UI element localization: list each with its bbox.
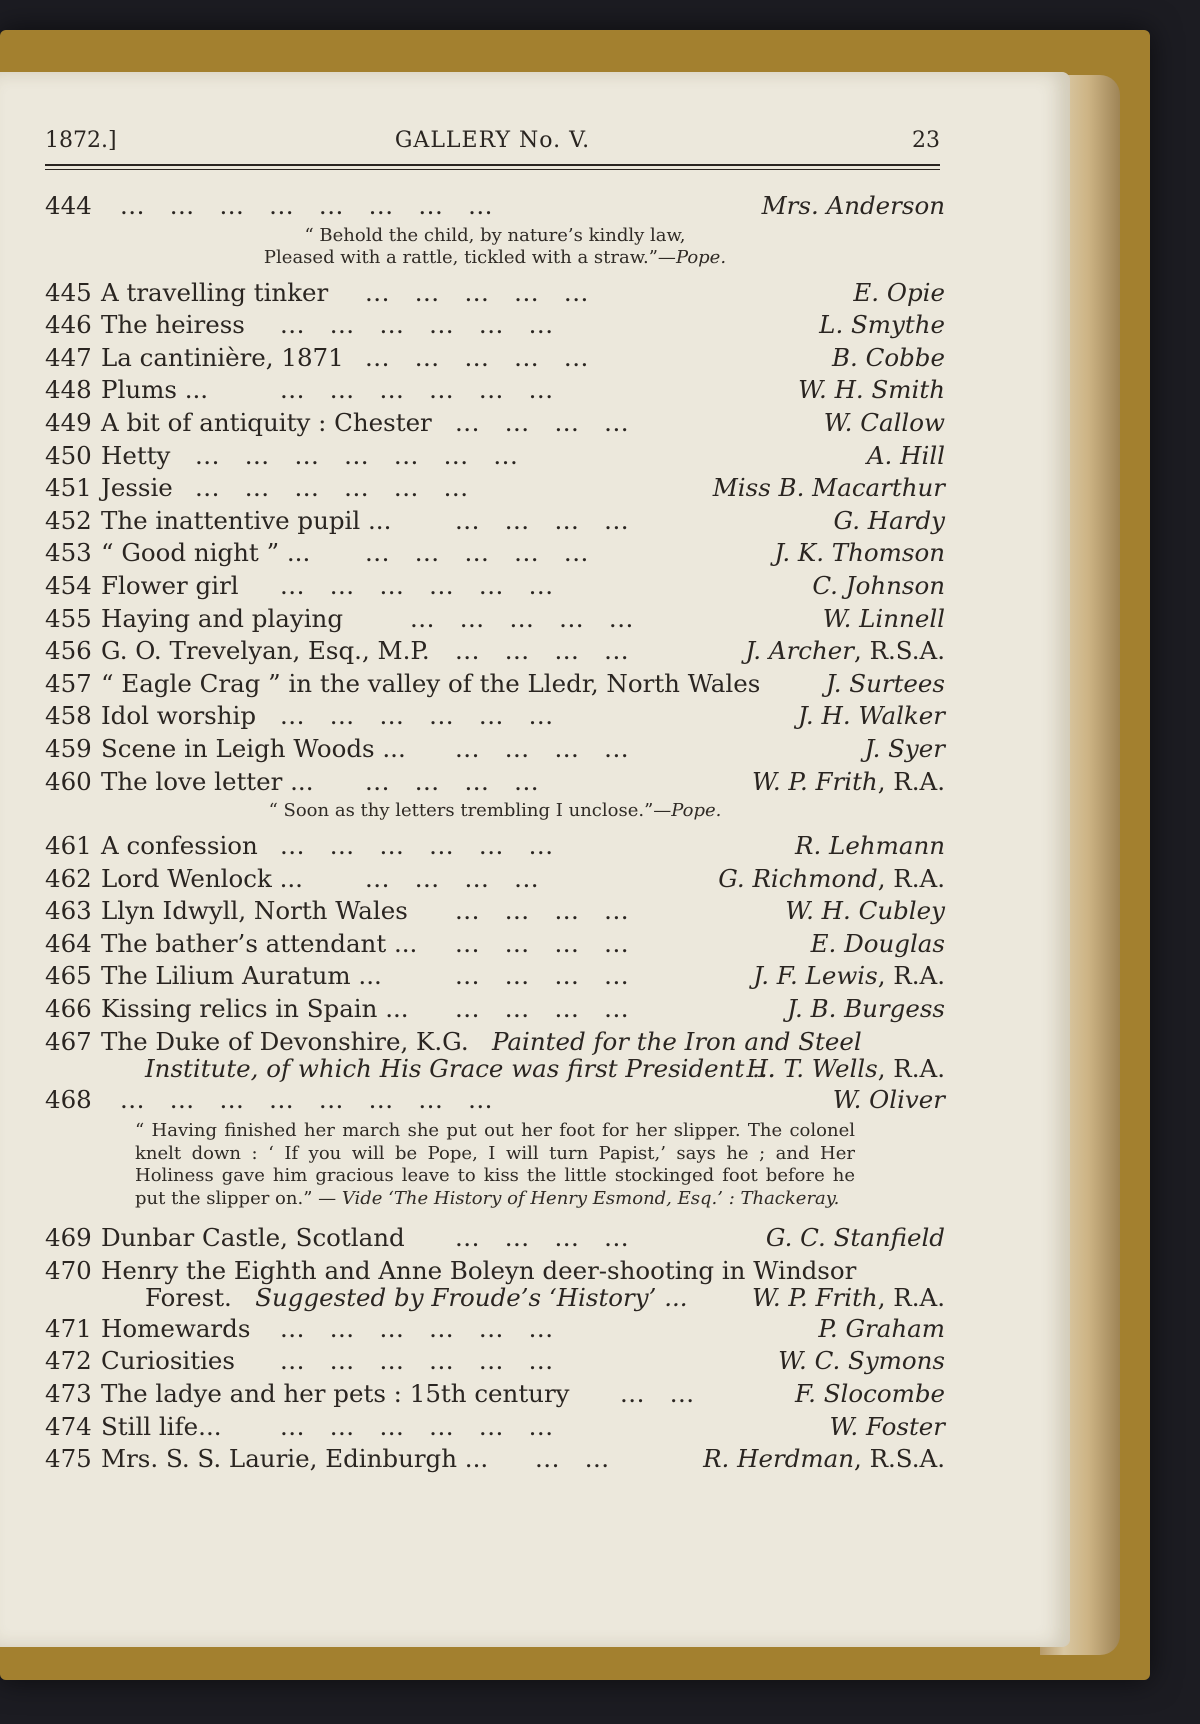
entry-number: 472: [45, 1346, 92, 1376]
entry-title: Mrs. S. S. Laurie, Edinburgh ...: [101, 1444, 489, 1474]
catalogue-entry-468: [45, 1084, 945, 1117]
entry-number: 461: [45, 831, 92, 861]
catalogue-entry-469: [45, 1222, 945, 1255]
catalogue-entry-474: [45, 1411, 945, 1444]
entry-artist: W. Callow: [823, 407, 945, 437]
quote-text: “ Soon as thy letters trembling I unclose.”—: [268, 800, 672, 822]
header-rule: [45, 164, 940, 166]
leader-dots: ... ... ... ...: [455, 733, 630, 763]
leader-dots: ... ... ... ... ... ...: [280, 375, 554, 405]
catalogue-entry-444: [45, 190, 945, 223]
entry-title: Plums ...: [101, 375, 209, 405]
catalogue-entry-475: [45, 1443, 945, 1476]
entry-title: Henry the Eighth and Anne Boleyn deer-shooting in Windsor: [101, 1255, 857, 1285]
entry-artist: L. Smythe: [819, 310, 945, 340]
catalogue-entry-461: [45, 830, 945, 863]
entry-number: 453: [45, 538, 92, 568]
entry-artist: J. Archer, R.S.A.: [745, 636, 945, 666]
entry-number: 464: [45, 928, 92, 958]
entry-number: 444: [45, 191, 92, 220]
entry-artist: J. Surtees: [825, 668, 945, 698]
entry-artist: W. H. Cubley: [785, 896, 945, 926]
leader-dots: ... ... ... ...: [365, 863, 540, 893]
entry-number: 471: [45, 1313, 92, 1343]
entry-number: 446: [45, 310, 92, 340]
leader-dots: ... ... ... ...: [455, 407, 630, 437]
quote-author: Pope.: [671, 800, 722, 822]
leader-dots: ... ... ... ...: [455, 896, 630, 926]
entry-title: La cantinière, 1871: [101, 342, 344, 372]
leader-dots: ... ... ... ... ... ...: [280, 831, 554, 861]
catalogue-entry-457: [45, 668, 945, 701]
catalogue-entry-465: [45, 960, 945, 993]
entry-title: The ladye and her pets : 15th century: [101, 1379, 570, 1409]
header-title: GALLERY No. V.: [394, 128, 591, 153]
entry-number: 445: [45, 277, 92, 307]
entry-title-line-2: Institute, of which His Grace was first President ...: [145, 1053, 776, 1083]
entry-title: Dunbar Castle, Scotland: [101, 1223, 405, 1253]
entry-artist: W. Linnell: [822, 603, 945, 633]
entry-artist: P. Graham: [818, 1313, 945, 1343]
quote-citation: Vide ‘The History of Henry Esmond, Esq.’ : Thackeray.: [341, 1187, 840, 1209]
entry-artist: W. Oliver: [832, 1084, 945, 1114]
leader-dots: ... ... ... ... ... ... ... ...: [120, 1084, 493, 1114]
entry-number: 460: [45, 766, 92, 796]
catalogue-entry-462: [45, 863, 945, 896]
entry-title: Idol worship: [101, 701, 257, 731]
entry-quote: [45, 223, 945, 277]
entry-title-line-2: Forest. Suggested by Froude’s ‘History’ ...: [145, 1282, 688, 1312]
entry-number: 450: [45, 440, 92, 470]
entry-number: 465: [45, 961, 92, 991]
entry-artist: H. T. Wells, R.A.: [746, 1053, 945, 1083]
entry-title: G. O. Trevelyan, Esq., M.P.: [101, 636, 430, 666]
entry-title: Jessie: [101, 473, 173, 503]
catalogue-entry-458: [45, 700, 945, 733]
entry-number: 447: [45, 342, 92, 372]
entry-title: “ Good night ” ...: [101, 538, 311, 568]
entry-title: A bit of antiquity : Chester: [101, 407, 432, 437]
entry-number: 452: [45, 505, 92, 535]
entry-title: Flower girl: [101, 570, 239, 600]
entry-title: The heiress: [101, 310, 245, 340]
entry-artist: W. C. Symons: [778, 1346, 945, 1376]
entry-number: 454: [45, 570, 92, 600]
leader-dots: ... ... ... ... ... ...: [280, 310, 554, 340]
entry-number: 448: [45, 375, 92, 405]
entry-number: 473: [45, 1379, 92, 1409]
entry-artist: Mrs. Anderson: [761, 191, 945, 220]
catalogue-entry-447: [45, 342, 945, 375]
catalogue-entry-449: [45, 407, 945, 440]
entry-title: Haying and playing: [101, 603, 344, 633]
entry-quote: [45, 798, 945, 830]
catalogue-entry-448: [45, 374, 945, 407]
entry-artist: G. C. Stanfield: [765, 1223, 945, 1253]
catalogue-entry-470: [45, 1255, 945, 1313]
entry-artist: F. Slocombe: [794, 1379, 945, 1409]
catalogue-entry-459: [45, 733, 945, 766]
leader-dots: ... ... ... ... ... ...: [280, 1346, 554, 1376]
entry-artist: B. Cobbe: [832, 342, 945, 372]
leader-dots: ... ... ... ... ...: [365, 342, 589, 372]
entry-artist: G. Hardy: [833, 505, 945, 535]
quote-line-2: Pleased with a rattle, tickled with a straw.”—Pope.: [263, 246, 727, 268]
catalogue-entry-460: [45, 766, 945, 799]
catalogue-entry-471: [45, 1313, 945, 1346]
entry-artist: A. Hill: [866, 440, 945, 470]
catalogue-entry-467: [45, 1026, 945, 1084]
leader-dots: ... ... ... ...: [455, 505, 630, 535]
entry-number: 463: [45, 896, 92, 926]
entry-number: 466: [45, 994, 92, 1024]
entry-number: 449: [45, 407, 92, 437]
quote-text: “ Having finished her march she put out her foot for her slipper. The colonel knelt down : ‘ If you will be Pope, I will turn Papist,’ says he ; and Her Holiness gave him gracious leave to kiss the little stockinged foot before he put the slipper on.” —: [135, 1120, 855, 1209]
catalogue-list: [45, 190, 945, 1476]
leader-dots: ... ... ... ... ... ... ...: [195, 440, 519, 470]
catalogue-entry-455: [45, 603, 945, 636]
entry-title: “ Eagle Crag ” in the valley of the Lledr, North Wales: [101, 668, 761, 698]
leader-dots: ... ... ... ...: [455, 636, 630, 666]
entry-title: Still life...: [101, 1411, 222, 1441]
header-year: 1872.]: [45, 128, 117, 153]
entry-artist: E. Douglas: [810, 928, 945, 958]
entry-title: The Duke of Devonshire, K.G. Painted for the Iron and Steel: [101, 1026, 862, 1056]
leader-dots: ... ... ... ... ...: [365, 277, 589, 307]
catalogue-entry-451: [45, 472, 945, 505]
catalogue-entry-452: [45, 505, 945, 538]
leader-dots: ... ...: [620, 1379, 695, 1409]
leader-dots: ... ... ... ... ... ...: [280, 1411, 554, 1441]
entry-title: The love letter ...: [101, 766, 314, 796]
entry-artist: J. Syer: [864, 733, 945, 763]
entry-number: 462: [45, 863, 92, 893]
entry-title: The Lilium Auratum ...: [101, 961, 382, 991]
entry-number: 458: [45, 701, 92, 731]
entry-number: 470: [45, 1255, 92, 1285]
page-number: 23: [912, 128, 940, 153]
leader-dots: ... ... ... ... ... ...: [195, 473, 469, 503]
entry-artist: W. P. Frith, R.A.: [751, 766, 945, 796]
catalogue-entry-472: [45, 1345, 945, 1378]
entry-title: Lord Wenlock ...: [101, 863, 303, 893]
catalogue-entry-466: [45, 993, 945, 1026]
leader-dots: ... ... ... ...: [365, 766, 540, 796]
entry-number: 467: [45, 1026, 92, 1056]
leader-dots: ... ...: [535, 1444, 610, 1474]
entry-number: 475: [45, 1444, 92, 1474]
entry-artist: Miss B. Macarthur: [712, 473, 945, 503]
entry-artist: R. Lehmann: [795, 831, 945, 861]
leader-dots: ... ... ... ... ... ...: [280, 701, 554, 731]
entry-title: Curiosities: [101, 1346, 235, 1376]
entry-artist: W. Foster: [829, 1411, 945, 1441]
leader-dots: ... ... ... ...: [455, 961, 630, 991]
entry-number: 457: [45, 668, 92, 698]
entry-number: 459: [45, 733, 92, 763]
entry-artist: W. H. Smith: [798, 375, 945, 405]
leader-dots: ... ... ... ... ... ...: [280, 1313, 554, 1343]
entry-artist: C. Johnson: [812, 570, 945, 600]
entry-title: The bather’s attendant ...: [101, 928, 418, 958]
entry-artist: W. P. Frith, R.A.: [751, 1282, 945, 1312]
entry-title: Llyn Idwyll, North Wales: [101, 896, 408, 926]
entry-artist: J. K. Thomson: [774, 538, 945, 568]
leader-dots: ... ... ... ...: [455, 994, 630, 1024]
entry-title: The inattentive pupil ...: [101, 505, 392, 535]
leader-dots: ... ... ... ...: [455, 928, 630, 958]
entry-artist: R. Herdman, R.S.A.: [703, 1444, 945, 1474]
entry-title: Kissing relics in Spain ...: [101, 994, 409, 1024]
entry-number: 474: [45, 1411, 92, 1441]
catalogue-entry-446: [45, 309, 945, 342]
leader-dots: ... ... ... ... ... ... ... ...: [120, 191, 493, 220]
leader-dots: ... ... ... ... ... ...: [280, 570, 554, 600]
entry-title: Scene in Leigh Woods ...: [101, 733, 406, 763]
entry-number: 455: [45, 603, 92, 633]
catalogue-entry-450: [45, 440, 945, 473]
entry-title: A travelling tinker: [101, 277, 329, 307]
catalogue-entry-473: [45, 1378, 945, 1411]
entry-number: 468: [45, 1084, 92, 1114]
page-header: [45, 128, 940, 158]
catalogue-entry-454: [45, 570, 945, 603]
catalogue-entry-464: [45, 928, 945, 961]
header-rule-thin: [45, 169, 940, 170]
catalogue-entry-453: [45, 537, 945, 570]
entry-number: 469: [45, 1223, 92, 1253]
entry-title: A confession: [101, 831, 258, 861]
leader-dots: ... ... ... ... ...: [410, 603, 634, 633]
entry-number: 451: [45, 473, 92, 503]
entry-artist: E. Opie: [853, 277, 945, 307]
entry-number: 456: [45, 636, 92, 666]
entry-artist: J. B. Burgess: [787, 994, 945, 1024]
entry-title: Homewards: [101, 1313, 251, 1343]
quote-author: Pope.: [675, 246, 727, 268]
catalogue-entry-445: [45, 277, 945, 310]
leader-dots: ... ... ... ...: [455, 1223, 630, 1253]
entry-title: Hetty: [101, 440, 171, 470]
catalogue-entry-456: [45, 635, 945, 668]
quote-line: “ Behold the child, by nature’s kindly law,: [304, 224, 686, 246]
entry-artist: G. Richmond, R.A.: [718, 863, 945, 893]
catalogue-entry-463: [45, 895, 945, 928]
entry-artist: J. H. Walker: [798, 701, 945, 731]
leader-dots: ... ... ... ... ...: [365, 538, 589, 568]
entry-artist: J. F. Lewis, R.A.: [753, 961, 945, 991]
entry-quote: [135, 1120, 855, 1210]
